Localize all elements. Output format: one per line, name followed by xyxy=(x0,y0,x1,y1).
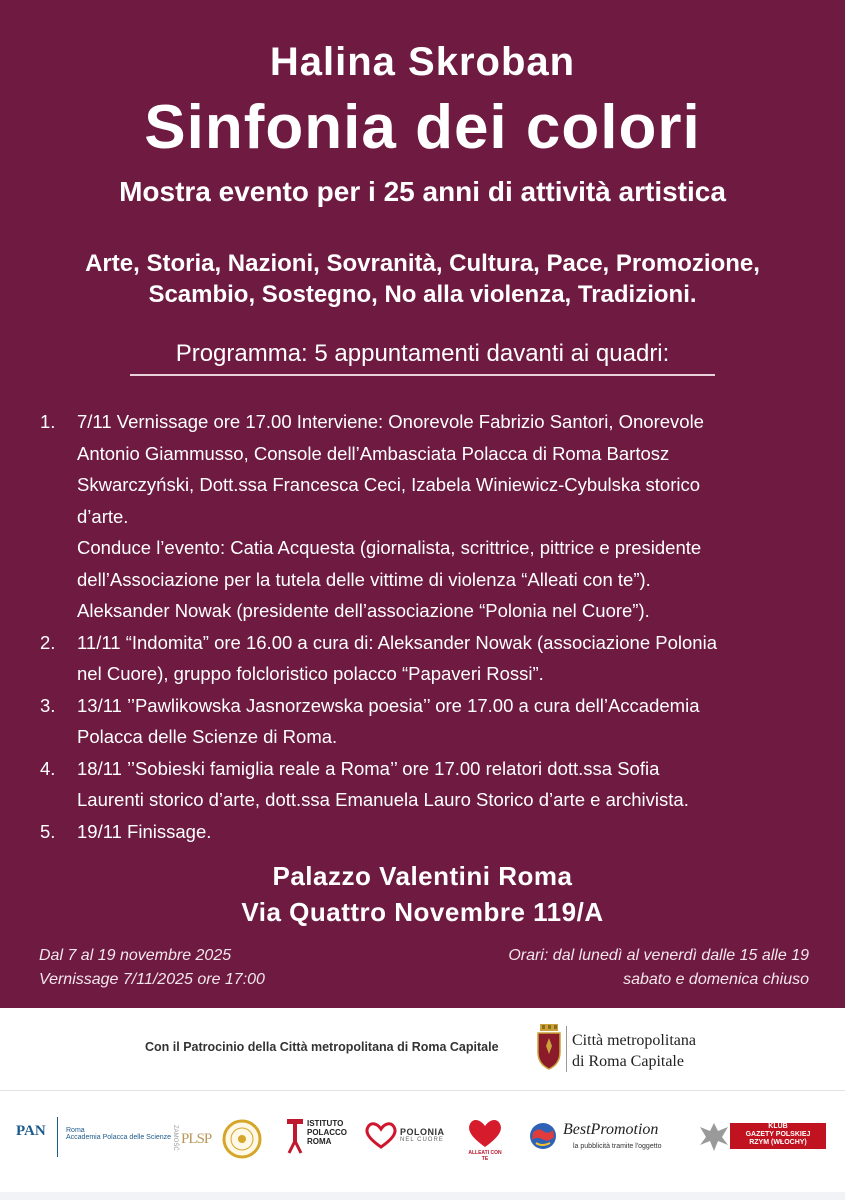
exhibition-subtitle: Mostra evento per i 25 anni di attività artistica xyxy=(119,176,726,207)
item-number: 1. xyxy=(40,411,56,432)
vernissage-date: Vernissage 7/11/2025 ore 17:00 xyxy=(39,971,265,988)
globe-icon xyxy=(528,1121,558,1151)
artist-name: Halina Skroban xyxy=(269,40,576,84)
item-line: dell’Associazione per la tutela delle vittime di violenza “Alleati con te”). xyxy=(77,568,651,590)
club-gazety-polskiej-logo: KLUB GAZETY POLSKIEJ RZYM (WŁOCHY) xyxy=(696,1119,828,1155)
list-item xyxy=(40,627,810,690)
item-line: nel Cuore), gruppo folcloristico polacco “Papaveri Rossi”. xyxy=(77,663,544,684)
red-heart-icon xyxy=(466,1117,504,1149)
item-number: 5. xyxy=(40,820,56,842)
alleati-con-te-logo: ALLEATI CON TE xyxy=(466,1117,504,1159)
exhibition-dates xyxy=(39,944,265,992)
list-item xyxy=(40,753,810,816)
venue-address: Via Quattro Novembre 119/A xyxy=(241,897,604,927)
istituto-figure-icon xyxy=(285,1117,305,1155)
themes xyxy=(0,248,845,310)
item-line: Aleksander Nowak (presidente dell’associazione “Polonia nel Cuore”). xyxy=(77,600,650,621)
opening-hours xyxy=(508,944,809,992)
list-item xyxy=(40,406,810,627)
themes-line: Arte, Storia, Nazioni, Sovranità, Cultura, Pace, Promozione, xyxy=(85,250,760,277)
patronage-row xyxy=(0,1008,845,1090)
item-line: 7/11 Vernissage ore 17.00 Interviene: Onorevole Fabrizio Santori, Onorevole xyxy=(77,411,704,432)
hours-weekdays: Orari: dal lunedì al venerdì dalle 15 alle 19 xyxy=(508,947,809,964)
hours-weekend: sabato e domenica chiuso xyxy=(623,971,809,988)
venue xyxy=(0,858,845,930)
eagle-icon xyxy=(696,1119,732,1155)
item-line: 18/11 ’’Sobieski famiglia reale a Roma’’ ore 17.00 relatori dott.ssa Sofia xyxy=(77,757,660,779)
exhibition-title: Sinfonia dei colori xyxy=(144,93,701,162)
item-line: 19/11 Finissage. xyxy=(77,820,212,842)
pan-divider xyxy=(57,1117,58,1157)
item-line: Laurenti storico d’arte, dott.ssa Emanuela Lauro Storico d’arte e archivista. xyxy=(77,789,689,810)
program-title-underline xyxy=(130,374,715,376)
crest-divider xyxy=(566,1026,567,1072)
item-line: Skwarczyński, Dott.ssa Francesca Ceci, Izabela Winiewicz-Cybulska storico xyxy=(77,474,701,495)
item-line: Polacca delle Scienze di Roma. xyxy=(77,726,338,747)
city-crest-icon xyxy=(536,1024,562,1070)
plsp-logo: ZAMOŚĆ PLSP xyxy=(172,1125,212,1151)
emblem-badge-icon xyxy=(222,1119,262,1159)
patronage-text: Con il Patrocinio della Città metropolitana di Roma Capitale xyxy=(145,1040,499,1054)
sponsor-logos: PAN Roma Accademia Polacca delle Scienze ZAMOŚĆ PLSP ISTITUTO POLACCO ROMA POLONIA NEL CUORE ALLEATI CON TE BestPromotion la pubblicità tramite l'oggetto KLUB GAZETY POLSKIEJ RZYM (WŁOCHY) xyxy=(0,1091,845,1200)
item-number: 2. xyxy=(40,631,56,653)
city-name xyxy=(572,1030,696,1072)
item-number: 4. xyxy=(40,757,56,779)
heart-icon xyxy=(364,1121,398,1149)
pan-caption: Roma Accademia Polacca delle Scienze xyxy=(66,1127,172,1141)
item-line: 13/11 ’’Pawlikowska Jasnorzewska poesia’’ ore 17.00 a cura dell’Accademia xyxy=(77,694,700,716)
city-name-line1: Città metropolitana xyxy=(572,1032,696,1049)
list-item xyxy=(40,690,810,753)
bottom-strip xyxy=(0,1192,845,1200)
list-item xyxy=(40,816,810,848)
program-list xyxy=(40,406,810,847)
item-line: Antonio Giammusso, Console dell’Ambasciata Polacca di Roma Bartosz xyxy=(77,442,670,464)
item-line: 11/11 “Indomita” ore 16.00 a cura di: Aleksander Nowak (associazione Polonia xyxy=(77,631,717,653)
themes-line: Scambio, Sostegno, No alla violenza, Tradizioni. xyxy=(148,281,697,308)
pan-logo: PAN xyxy=(16,1123,46,1139)
item-number: 3. xyxy=(40,694,56,716)
bestpromotion-logo: BestPromotion la pubblicità tramite l'oggetto xyxy=(563,1121,662,1150)
program-title: Programma: 5 appuntamenti davanti ai quadri: xyxy=(175,340,670,367)
city-name-line2: di Roma Capitale xyxy=(572,1053,684,1070)
date-period: Dal 7 al 19 novembre 2025 xyxy=(39,947,232,964)
item-line: Conduce l’evento: Catia Acquesta (giornalista, scrittrice, pittrice e presidente xyxy=(77,537,702,558)
venue-name: Palazzo Valentini Roma xyxy=(272,861,573,891)
item-line: d’arte. xyxy=(77,505,129,527)
